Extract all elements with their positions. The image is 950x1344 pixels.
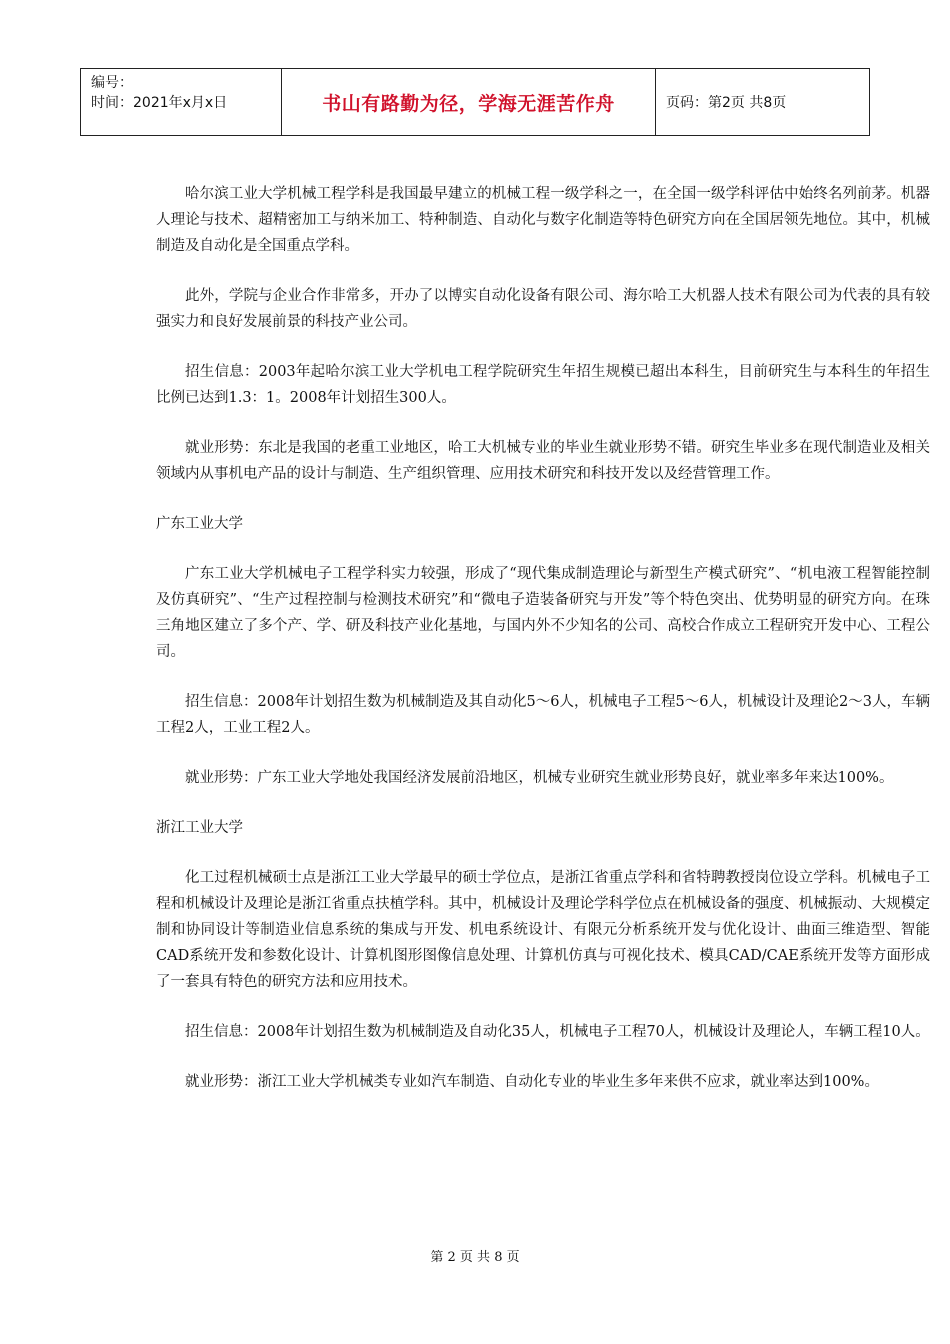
paragraph-zjut-admission: 招生信息：2008年计划招生数为机械制造及自动化35人，机械电子工程70人，机械设计及理论人，车辆工程10人。 [185,1024,930,1040]
section-heading-gdut: 广东工业大学 [156,516,243,532]
document-body [156,181,930,1119]
paragraph-zjut-employment: 就业形势：浙江工业大学机械类专业如汽车制造、自动化专业的毕业生多年来供不应求，就业率达到100%。 [185,1074,879,1090]
paragraph-hit-employment: 就业形势：东北是我国的老重工业地区，哈工大机械专业的毕业生就业形势不错。研究生毕业多在现代制造业及相关领域内从事机电产品的设计与制造、生产组织管理、应用技术研究和科技开发以及经营管理工作。 [156,440,930,482]
section-heading-zjut: 浙江工业大学 [156,820,243,836]
header-motto: 书山有路勤为径，学海无涯苦作舟 [282,69,656,135]
paragraph-hit-intro: 哈尔滨工业大学机械工程学科是我国最早建立的机械工程一级学科之一，在全国一级学科评估中始终名列前茅。机器人理论与技术、超精密加工与纳米加工、特种制造、自动化与数字化制造等特色研究方向在全国居领先地位。其中，机械制造及自动化是全国重点学科。 [156,186,930,254]
header-meta [81,69,282,135]
page-header [80,68,870,136]
paragraph-hit-industry: 此外，学院与企业合作非常多，开办了以博实自动化设备有限公司、海尔哈工大机器人技术有限公司为代表的具有较强实力和良好发展前景的科技产业公司。 [156,288,930,330]
document-time: 时间：2021年x月x日 [91,95,228,111]
paragraph-hit-admission: 招生信息：2003年起哈尔滨工业大学机电工程学院研究生年招生规模已超出本科生，目前研究生与本科生的年招生比例已达到1.3：1。2008年计划招生300人。 [156,364,930,406]
document-number: 编号： [91,75,133,91]
paragraph-gdut-employment: 就业形势：广东工业大学地处我国经济发展前沿地区，机械专业研究生就业形势良好，就业率多年来达100%。 [185,770,894,786]
page-footer: 第 2 页 共 8 页 [430,1250,520,1265]
header-page-info: 页码：第2页 共8页 [666,95,787,111]
paragraph-gdut-intro: 广东工业大学机械电子工程学科实力较强，形成了“现代集成制造理论与新型生产模式研究”、“机电液工程智能控制及仿真研究”、“生产过程控制与检测技术研究”和“微电子造装备研究与开发”等个特色突出、优势明显的研究方向。在珠三角地区建立了多个产、学、研及科技产业化基地，与国内外不少知名的公司、高校合作成立工程研究开发中心、工程公司。 [156,566,930,660]
paragraph-gdut-admission: 招生信息：2008年计划招生数为机械制造及其自动化5～6人，机械电子工程5～6人，机械设计及理论2～3人，车辆工程2人，工业工程2人。 [156,694,930,736]
paragraph-zjut-intro: 化工过程机械硕士点是浙江工业大学最早的硕士学位点，是浙江省重点学科和省特聘教授岗位设立学科。机械电子工程和机械设计及理论是浙江省重点扶植学科。其中，机械设计及理论学科学位点在机械设备的强度、机械振动、大规模定制和协同设计等制造业信息系统的集成与开发、机电系统设计、有限元分析系统开发与优化设计、曲面三维造型、智能CAD系统开发和参数化设计、计算机图形图像信息处理、计算机仿真与可视化技术、模具CAD/CAE系统开发等方面形成了一套具有特色的研究方法和应用技术。 [156,870,930,990]
